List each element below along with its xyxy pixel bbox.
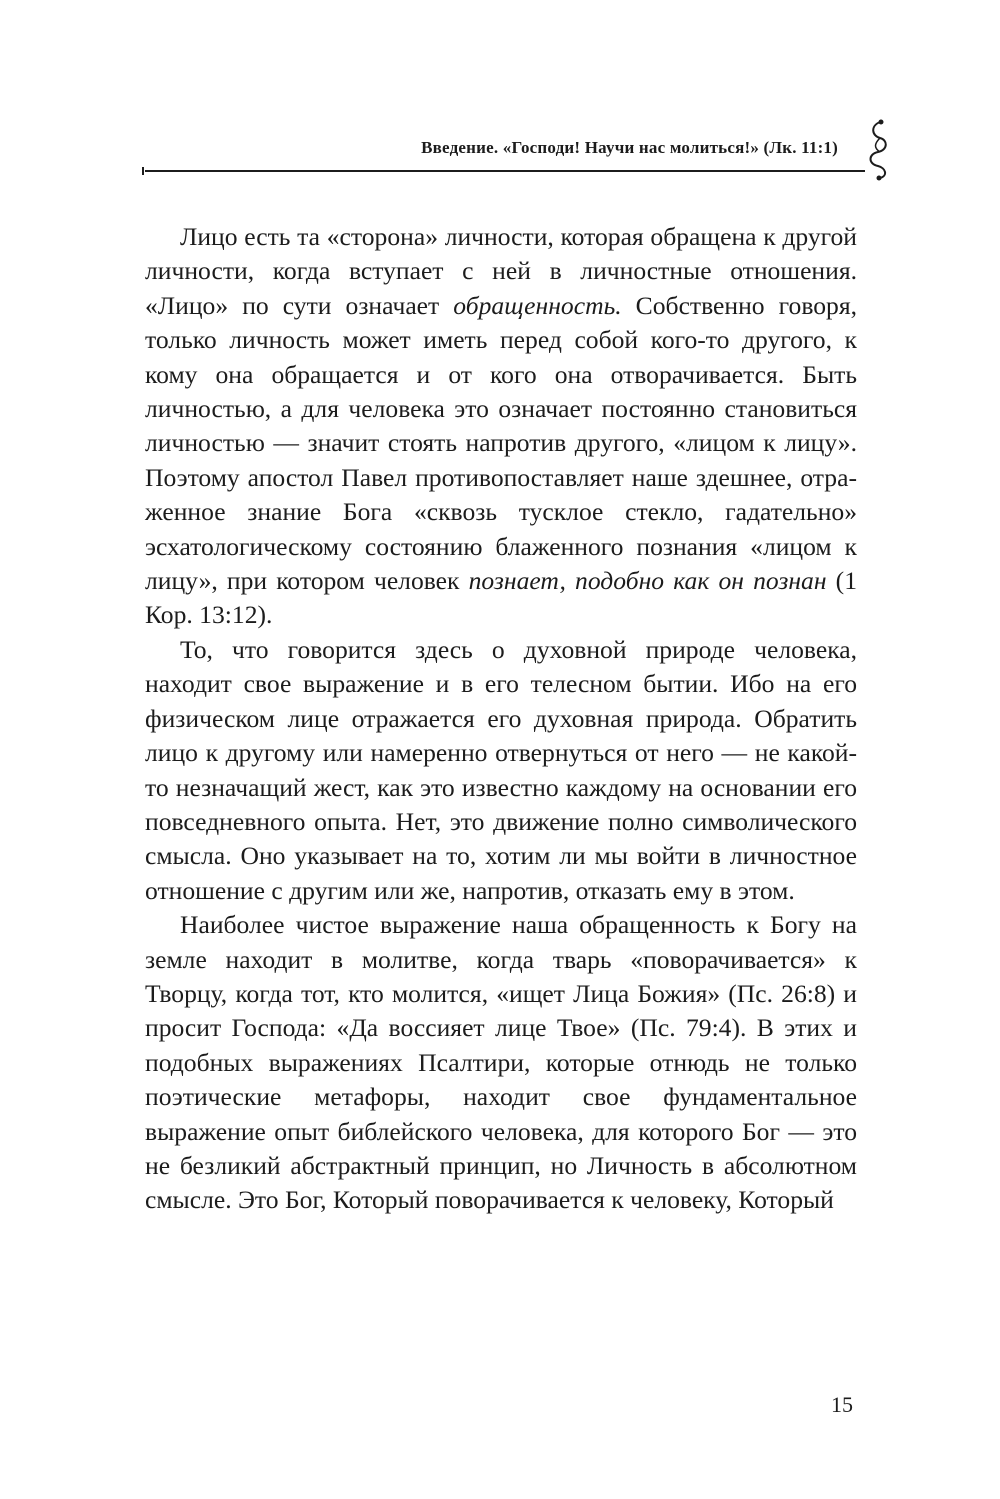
paragraph: То, что говорится здесь о духовной природе человека, находит свое выражение и в его телесном бытии. Ибо на его физическом лице отражается его духовная природа. Обратить лицо к другому или намеренно отвернуться от него — не какой-то незначащий жест, как это известно каждому на основании его повседневного опыта. Нет, это движение полно символического смысла. Оно указывает на то, хотим ли мы войти в личностное отношение с другим или же, напротив, отказать ему в этом. — [145, 634, 857, 905]
running-head — [145, 118, 900, 178]
body-text — [145, 220, 857, 1218]
running-title: Введение. «Господи! Научи нас молиться!» (Лк. 11:1) — [421, 138, 838, 157]
paragraph: Лицо есть та «сторона» личности, которая обращена к другой личности, когда вступает с ней в личностные отношения. «Лицо» по сути означает обращенность. Собственно говоря, только личность может иметь перед собой кого-то другого, к кому она обращается и от кого она отворачивается. Быть личностью, а для человека это означает постоянно становиться личностью — значит стоять напротив другого, «лицом к лицу». Поэтому апостол Павел противопоставляет наше здешнее, отраженное знание Бога «сквозь тусклое стекло, гадательно» эсхатологическому состоянию блаженного познания «лицом к лицу», при котором человек познает, подобно как он познан (1 Кор. 13:12). — [145, 222, 857, 630]
flourish-ornament-icon — [858, 118, 900, 182]
paragraph: Наиболее чистое выражение наша обращенность к Богу на земле находит в молитве, когда тварь «поворачивается» к Творцу, когда тот, кто молится, «ищет Лица Божия» (Пс. 26:8) и просит Господа: «Да воссияет лице Твое» (Пс. 79:4). В этих и подобных выражениях Псалтири, которые отнюдь не только поэтические метафоры, находит свое фундаментальное выражение опыт библейского человека, для которого Бог — это не безликий абстрактный принцип, но Личность в абсолютном смысле. Это Бог, Который поворачивается к человеку, Который — [145, 910, 857, 1215]
header-rule-cap — [142, 167, 144, 175]
emphasis: обращенность. — [453, 290, 622, 320]
header-rule — [145, 170, 865, 172]
emphasis: познает, подобно как он познан — [468, 566, 827, 596]
page-number: 15 — [831, 1392, 853, 1417]
